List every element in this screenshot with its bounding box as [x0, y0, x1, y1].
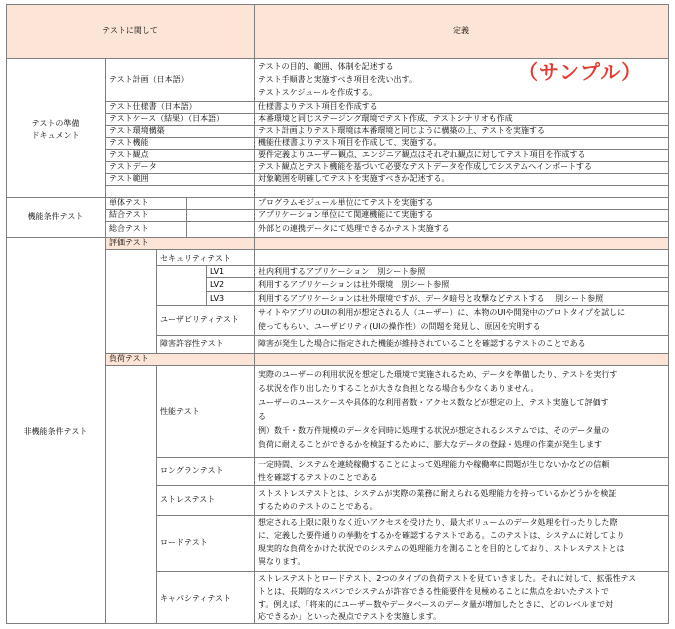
- prep-row-def: テスト観点とテスト機能を基づいて必要なテストデータを作成してシステムへインポートする: [258, 162, 592, 171]
- load-item-label: キャパシティテスト: [160, 594, 232, 603]
- prep-plan-def-3: テストスケジュールを作成する。: [258, 88, 378, 97]
- load-section-background: [105, 353, 669, 365]
- category-prep-line1: テストの準備: [31, 119, 80, 128]
- security-level-def: 利用するアプリケーションは社外環境ですが、データ暗号と攻撃などテストする 別シート参照: [258, 294, 604, 303]
- prep-row-def: 機能仕様書よりテスト項目を作成して、実施する。: [258, 138, 442, 147]
- load-item-def-line: 想定される上限に限りなく近いアクセスを受けたり、最大ボリュームのデータ処理を行ったりした際: [258, 518, 618, 527]
- prep-row-def: 要件定義よりユーザー観点、エンジニア観点はそれぞれ観点に対してテスト項目を作成する: [258, 150, 586, 159]
- load-item-def-line: す。例えば、「将来的にユーザー数やデータベースのデータ量が増加したときに、どのレベルまで対: [258, 600, 613, 609]
- prep-plan-def-1: テストの目的、範囲、体制を記述する: [258, 62, 394, 71]
- prep-row-def: 仕様書よりテスト項目を作成する: [258, 102, 378, 111]
- usability-def-1: サイトやアプリのUIの利用が想定される人（ユーザー）に、本物のUIや開発中のプロトタイプを試しに: [258, 308, 626, 317]
- prep-plan-label: テスト計画（日本語）: [109, 75, 189, 84]
- security-level: LV1: [210, 267, 225, 276]
- eval-section-background: [105, 237, 669, 249]
- usability-test-label: ユーザビリティテスト: [160, 315, 239, 324]
- definition-table: [6, 4, 669, 624]
- category-functional: 機能条件テスト: [27, 212, 84, 221]
- load-item-def-line: ユーザーのユースケースや具体的な利用者数・アクセス数などが想定の上、テスト実施して評価す: [258, 398, 609, 407]
- load-item-def-line: に、定義した要件通りの挙動をするかを確認するテストである。このテストは、システムに対してより: [258, 531, 625, 540]
- load-item-def-line: トとは、長期的なスパンでシステムが許容できる性能要件を見極めることに焦点をおいたテストで: [258, 587, 609, 596]
- category-nonfunctional: 非機能条件テスト: [23, 427, 88, 436]
- functional-row-label: 単体テスト: [109, 198, 149, 207]
- eval-section-title: 評価テスト: [109, 238, 149, 247]
- load-section-title: 負荷テスト: [109, 354, 149, 363]
- security-level-def: 利用するアプリケーションは社外環境 別シート参照: [258, 280, 450, 289]
- header-col2: 定義: [453, 26, 469, 35]
- security-level: LV3: [210, 294, 225, 303]
- load-item-def-line: ストレステストとロードテスト、2つのタイプの負荷テストを見ていきました。それに対して、拡張性テス: [258, 574, 637, 583]
- prep-row-label: テスト範囲: [109, 174, 149, 183]
- load-item-def-line: 例）数千・数万件規模のデータを同時に処理する状況が想定されるシステムでは、そのデータ量の: [258, 426, 610, 435]
- load-item-def-line: 性を確認するテストのことである: [258, 473, 378, 482]
- security-level-def: 社内利用するアプリケーション 別シート参照: [258, 267, 426, 276]
- load-item-def-line: る: [258, 412, 266, 421]
- header-col1: テストに関して: [102, 26, 158, 35]
- security-test-label: セキュリティテスト: [160, 254, 231, 263]
- load-item-label: ストレステスト: [160, 495, 216, 504]
- load-item-def-line: 一定時間、システムを連続稼働することによって処理能力や稼働率に問題が生じないかなどの信頼: [258, 460, 610, 469]
- fault-def: 障害が発生した場合に指定された機能が維持されていることを確認するテストのことである: [258, 339, 586, 348]
- load-item-def-line: 異なります。: [258, 557, 306, 566]
- load-item-def-line: 実際のユーザーの利用状況を想定した環境で実施されるため、データを準備したり、テストを実行す: [258, 370, 618, 379]
- prep-row-def: テスト計画よりテスト環境は本番環境と同じように構築の上、テストを実施する: [258, 126, 546, 135]
- prep-row-label: テスト環境構築: [109, 126, 165, 135]
- load-item-def-line: ストストレステストとは、システムが実際の業務に耐えられる処理能力を持っているかどうかを検証: [258, 489, 617, 498]
- prep-row-def: 本番環境と同じステージング環境でテスト作成、テストシナリオも作成: [258, 114, 513, 123]
- functional-row-label: 総合テスト: [109, 224, 149, 233]
- category-prep-line2: ドキュメント: [31, 131, 80, 140]
- load-item-label: ロングランテスト: [160, 466, 224, 475]
- prep-plan-def-2: テスト手順書と実施すべき項目を洗い出す。: [258, 75, 417, 84]
- prep-row-label: テストデータ: [109, 162, 157, 171]
- load-item-label: ロードテスト: [160, 538, 208, 547]
- security-level: LV2: [210, 280, 225, 289]
- functional-row-def: プログラムモジュール単位にてテストを実施する: [258, 198, 434, 207]
- sample-watermark: （サンプル）: [518, 60, 643, 84]
- load-item-def-line: る状況を作り出したりすることが大きな負担となる場合も少なくありません。: [258, 384, 539, 393]
- load-item-def-line: 現実的な負荷をかけた状況でのシステムの処理能力を測ることを目的としており、ストレステストとは: [258, 544, 625, 553]
- functional-row-def: アプリケーション単位にて関連機能にて実施する: [258, 210, 434, 219]
- prep-row-label: テストケース（結果）（日本語）: [109, 114, 225, 123]
- prep-row-label: テスト機能: [109, 138, 149, 147]
- prep-row-def: 対象範囲を明確してテストを実施すべきか記述する。: [258, 174, 450, 183]
- prep-row-label: テスト仕様書（日本語）: [109, 102, 197, 111]
- fault-test-label: 障害許容性テスト: [160, 339, 224, 348]
- load-item-def-line: するためのテストのことである。: [258, 502, 378, 511]
- functional-row-label: 結合テスト: [109, 210, 149, 219]
- prep-row-label: テスト観点: [109, 150, 149, 159]
- usability-def-2: 使ってもらい、ユーザビリティ(UIの操作性）の問題を発見し、原因を究明する: [258, 322, 541, 331]
- load-item-def-line: 負荷に耐えることができるかを検証するために、膨大なデータの登録・処理の作業が発生します: [258, 440, 602, 449]
- load-item-def-line: 応できるか」といった視点でテストを実施します。: [258, 612, 442, 621]
- load-item-label: 性能テスト: [160, 407, 200, 416]
- functional-row-def: 外部との連携データにて処理できるかテスト実施する: [258, 224, 450, 233]
